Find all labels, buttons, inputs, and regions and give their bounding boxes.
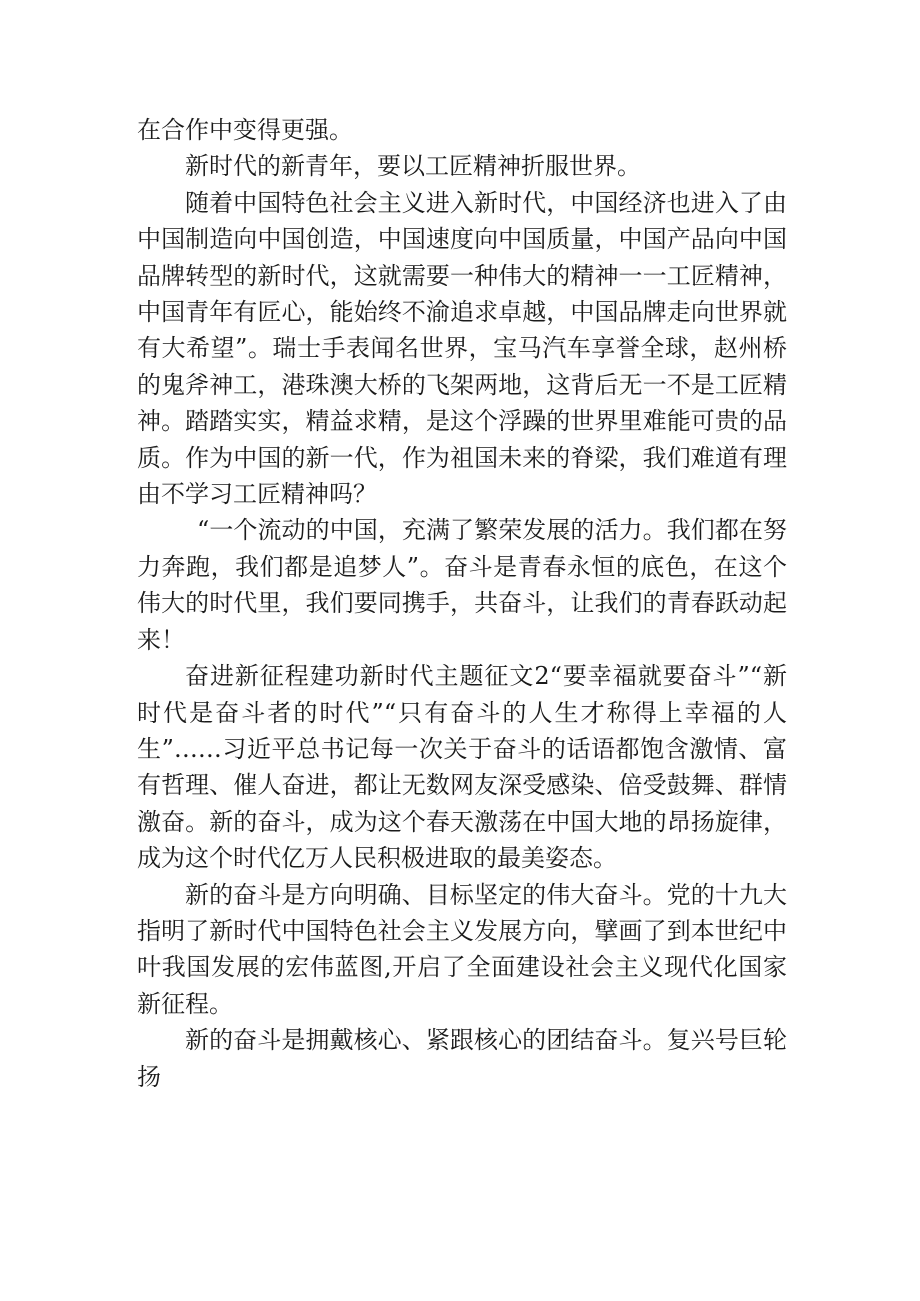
paragraph-unity: 新的奋斗是拥戴核心、紧跟核心的团结奋斗。复兴号巨轮扬 <box>137 1026 787 1091</box>
paragraph-continuation: 在合作中变得更强。 <box>137 116 353 144</box>
paragraph-craftsman-heading: 新时代的新青年，要以工匠精神折服世界。 <box>185 152 641 181</box>
document-body <box>137 112 787 1095</box>
paragraph-dream-chasers: “一个流动的中国，充满了繁荣发展的活力。我们都在努力奔跑，我们都是追梦人”。奋斗是青春永恒的底色，在这个伟大的时代里，我们要同携手，共奋斗，让我们的青春跃动起来！ <box>137 516 787 654</box>
paragraph-clear-direction: 新的奋斗是方向明确、目标坚定的伟大奋斗。党的十九大指明了新时代中国特色社会主义发展方向，擘画了到本世纪中叶我国发展的宏伟蓝图,开启了全面建设社会主义现代化国家新征程。 <box>137 880 787 1018</box>
paragraph-craftsman-spirit: 随着中国特色社会主义进入新时代，中国经济也进入了由中国制造向中国创造，中国速度向中国质量，中国产品向中国品牌转型的新时代，这就需要一种伟大的精神一一工匠精神，中国青年有匠心，能始终不渝追求卓越，中国品牌走向世界就有大希望”。瑞士手表闻名世界，宝马汽车享誉全球，赵州桥的鬼斧神工，港珠澳大桥的飞架两地，这背后无一不是工匠精神。踏踏实实，精益求精，是这个浮躁的世界里难能可贵的品质。作为中国的新一代，作为祖国未来的脊梁，我们难道有理由不学习工匠精神吗？ <box>137 188 787 509</box>
paragraph-essay-2-intro: 奋进新征程建功新时代主题征文2“要幸福就要奋斗”“新时代是奋斗者的时代”“只有奋斗的人生才称得上幸福的人生”……习近平总书记每一次关于奋斗的话语都饱含激情、富有哲理、催人奋进，都让无数网友深受感染、倍受鼓舞、群情激奋。新的奋斗，成为这个春天激荡在中国大地的昂扬旋律，成为这个时代亿万人民积极进取的最美姿态。 <box>137 662 787 873</box>
